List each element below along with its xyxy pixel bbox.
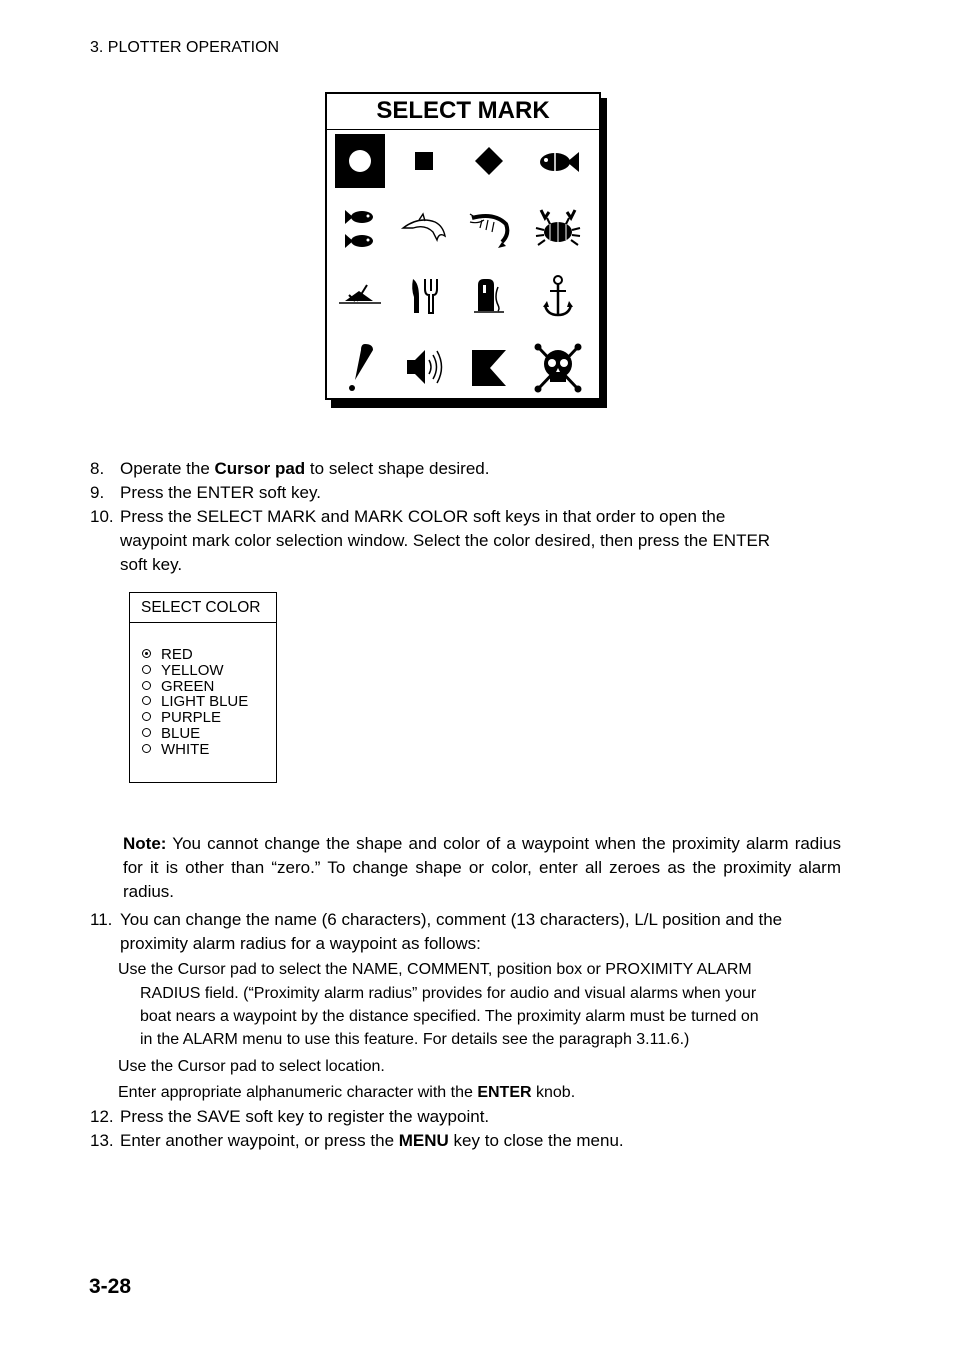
- select-mark-window: [325, 92, 601, 400]
- step-text: to select shape desired.: [305, 459, 490, 478]
- select-mark-title: SELECT MARK: [327, 94, 599, 130]
- shrimp-mark-icon[interactable]: [464, 202, 514, 256]
- flag-mark-icon[interactable]: [464, 340, 514, 394]
- radio-icon: [142, 728, 151, 737]
- step-number: 9.: [90, 483, 105, 502]
- step-text: waypoint mark color selection window. Select the color desired, then press the ENTER: [120, 531, 771, 550]
- skull-mark-icon[interactable]: [533, 340, 583, 394]
- step-text: Press the SELECT MARK and MARK COLOR soft keys in that order to open the: [120, 507, 726, 526]
- step-text: proximity alarm radius for a waypoint as follows:: [120, 934, 481, 953]
- color-option-purple[interactable]: PURPLE: [142, 710, 248, 726]
- radio-selected-icon: [142, 649, 151, 658]
- cursor-pad-term: Cursor pad: [214, 459, 306, 478]
- page-number: 3-28: [89, 1275, 132, 1298]
- substep-a-line: RADIUS field. (“Proximity alarm radius” provides for audio and visual alarms when your: [140, 985, 757, 1002]
- step-text: Operate the: [120, 459, 215, 478]
- step-text: Enter another waypoint, or press the: [120, 1131, 399, 1150]
- substep-a-line: boat nears a waypoint by the distance specified. The proximity alarm must be turned on: [140, 1008, 759, 1025]
- color-option-yellow[interactable]: YELLOW: [142, 663, 248, 679]
- radio-icon: [142, 681, 151, 690]
- radio-icon: [142, 696, 151, 705]
- wreck-mark-icon[interactable]: [335, 271, 385, 325]
- select-color-title: SELECT COLOR: [130, 593, 276, 623]
- running-header: 3. PLOTTER OPERATION: [90, 39, 280, 56]
- menu-term: MENU: [398, 1131, 449, 1150]
- step-number: 12.: [90, 1107, 114, 1126]
- circle-mark-icon[interactable]: [335, 134, 385, 188]
- substep-a-line: in the ALARM menu to use this feature. For details see the paragraph 3.11.6.): [140, 1031, 690, 1048]
- color-option-white[interactable]: WHITE: [142, 742, 248, 758]
- step-number: 10.: [90, 507, 114, 526]
- step-text: Press the ENTER soft key.: [120, 483, 321, 502]
- color-option-red[interactable]: RED: [142, 647, 248, 663]
- step-text: Press the SAVE soft key to register the waypoint.: [120, 1107, 490, 1126]
- color-option-list: [142, 647, 248, 758]
- step-text: soft key.: [120, 555, 183, 574]
- step-number: 11.: [90, 910, 113, 929]
- note-label: Note:: [123, 834, 167, 853]
- substep-b: Use the Cursor pad to select location.: [118, 1058, 385, 1075]
- select-color-window: [129, 592, 277, 783]
- substep-c: Enter appropriate alphanumeric character with the ENTER knob.: [118, 1084, 576, 1101]
- fish-mark-icon[interactable]: [533, 134, 583, 188]
- anchor-mark-icon[interactable]: [533, 271, 583, 325]
- radio-icon: [142, 665, 151, 674]
- step-number: 13.: [90, 1131, 114, 1150]
- color-option-blue[interactable]: BLUE: [142, 726, 248, 742]
- exclamation-mark-icon[interactable]: [335, 340, 385, 394]
- radio-icon: [142, 712, 151, 721]
- crab-mark-icon[interactable]: [533, 202, 583, 256]
- step-number: 8.: [90, 459, 105, 478]
- fuel-mark-icon[interactable]: [464, 271, 514, 325]
- color-option-green[interactable]: GREEN: [142, 679, 248, 695]
- color-option-light-blue[interactable]: LIGHT BLUE: [142, 694, 248, 710]
- note-text: You cannot change the shape and color of a waypoint when the proximity alarm radius for it is other than “zero.” To change shape or color, enter all zeroes as the proximity alarm radius.: [123, 834, 841, 901]
- dolphin-mark-icon[interactable]: [399, 202, 449, 256]
- diamond-mark-icon[interactable]: [464, 134, 514, 188]
- note-paragraph: [123, 832, 841, 904]
- substep-a: Use the Cursor pad to select the NAME, COMMENT, position box or PROXIMITY ALARM: [118, 961, 752, 978]
- step-text: You can change the name (6 characters), comment (13 characters), L/L position and the: [120, 910, 783, 929]
- two-fish-mark-icon[interactable]: [335, 202, 385, 256]
- enter-term: ENTER: [477, 1084, 532, 1101]
- fork-knife-mark-icon[interactable]: [399, 271, 449, 325]
- radio-icon: [142, 744, 151, 753]
- step-text: key to close the menu.: [448, 1131, 624, 1150]
- square-mark-icon[interactable]: [399, 134, 449, 188]
- speaker-mark-icon[interactable]: [399, 340, 449, 394]
